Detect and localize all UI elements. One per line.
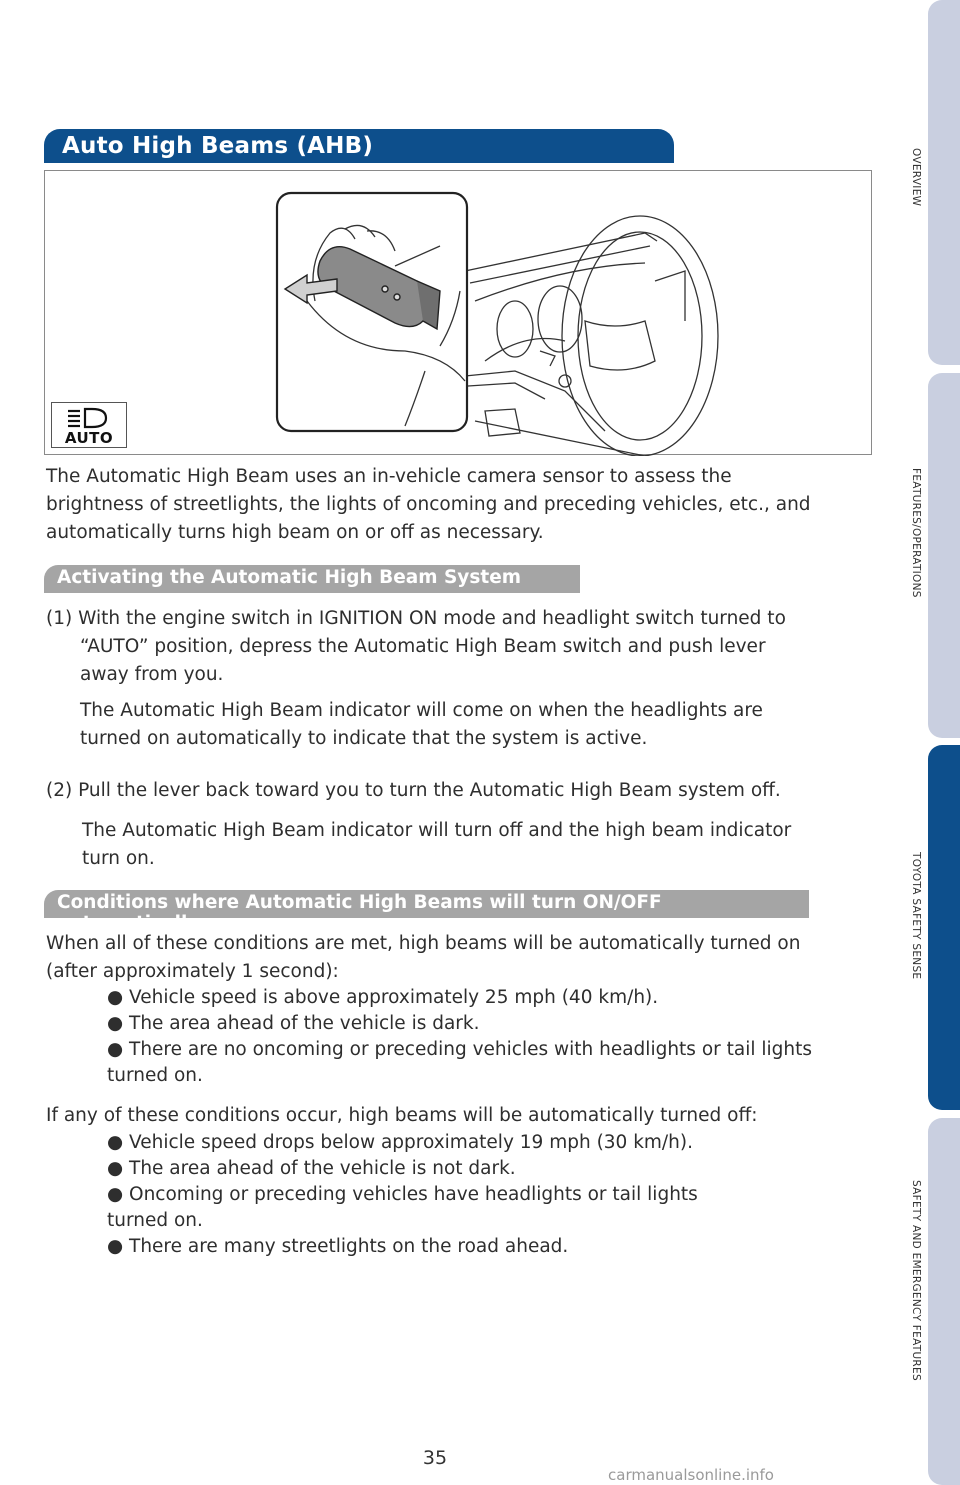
side-tab-overview[interactable]: [928, 0, 960, 365]
step-line: (1) With the engine switch in IGNITION ON mode and headlight switch turned to: [46, 608, 786, 629]
step-2: (2) Pull the lever back toward you to turn the Automatic High Beam system off.: [46, 780, 781, 801]
auto-high-beam-indicator: [51, 402, 127, 448]
page-number: 35: [422, 1447, 448, 1469]
intro-line: The Automatic High Beam uses an in-vehicle camera sensor to assess the: [46, 466, 732, 487]
lever-dashboard-illustration: [45, 171, 873, 456]
side-tab-label-toyota-safety-sense: TOYOTA SAFETY SENSE: [910, 852, 922, 980]
note-line: turned on automatically to indicate that the system is active.: [80, 728, 648, 749]
intro-paragraph: [46, 463, 811, 547]
list-item: ● The area ahead of the vehicle is dark.: [107, 1013, 480, 1034]
list-item: ● Oncoming or preceding vehicles have headlights or tail lights: [107, 1184, 698, 1205]
conditions-off-intro: If any of these conditions occur, high beams will be automatically turned off:: [46, 1105, 758, 1126]
note-line: The Automatic High Beam indicator will come on when the headlights are: [80, 700, 763, 721]
intro-line: automatically turns high beam on or off as necessary.: [46, 522, 544, 543]
side-tab-label-features-operations: FEATURES/OPERATIONS: [910, 468, 922, 598]
page-title: Auto High Beams (AHB): [44, 129, 674, 163]
intro-line: (after approximately 1 second):: [46, 961, 339, 982]
list-item: ● There are many streetlights on the road ahead.: [107, 1236, 569, 1257]
intro-line: brightness of streetlights, the lights of oncoming and preceding vehicles, etc., and: [46, 494, 811, 515]
side-tab-features-operations[interactable]: [928, 373, 960, 738]
intro-line: When all of these conditions are met, high beams will be automatically turned on: [46, 933, 801, 954]
step-line: away from you.: [80, 664, 224, 685]
conditions-on-list: [107, 985, 812, 1089]
step-1-note: [80, 697, 763, 753]
conditions-on-intro: [46, 930, 800, 986]
side-tab-label-overview: OVERVIEW: [910, 148, 922, 207]
step-2-note: [82, 817, 791, 873]
list-item: ● Vehicle speed is above approximately 25 mph (40 km/h).: [107, 987, 659, 1008]
note-line: turn on.: [82, 848, 155, 869]
watermark: carmanualsonline.info: [608, 1466, 774, 1484]
section-heading-conditions: Conditions where Automatic High Beams will turn ON/OFF automatically: [44, 890, 809, 918]
list-item: turned on.: [107, 1210, 203, 1231]
list-item: ● Vehicle speed drops below approximately 19 mph (30 km/h).: [107, 1132, 693, 1153]
step-line: “AUTO” position, depress the Automatic High Beam switch and push lever: [80, 636, 766, 657]
side-tab-toyota-safety-sense[interactable]: [928, 745, 960, 1110]
list-item: ● There are no oncoming or preceding vehicles with headlights or tail lights: [107, 1039, 813, 1060]
step-1: [46, 605, 786, 689]
side-tab-label-safety-emergency: SAFETY AND EMERGENCY FEATURES: [910, 1180, 922, 1381]
side-tab-safety-emergency[interactable]: [928, 1118, 960, 1485]
figure-lever-illustration: [44, 170, 872, 455]
conditions-off-list: [107, 1130, 698, 1260]
list-item: ● The area ahead of the vehicle is not dark.: [107, 1158, 516, 1179]
list-item: turned on.: [107, 1065, 203, 1086]
note-line: The Automatic High Beam indicator will turn off and the high beam indicator: [82, 820, 792, 841]
auto-high-beam-icon: [66, 406, 110, 430]
section-heading-activating: Activating the Automatic High Beam System: [44, 565, 580, 593]
auto-icon-label: AUTO: [64, 429, 114, 447]
